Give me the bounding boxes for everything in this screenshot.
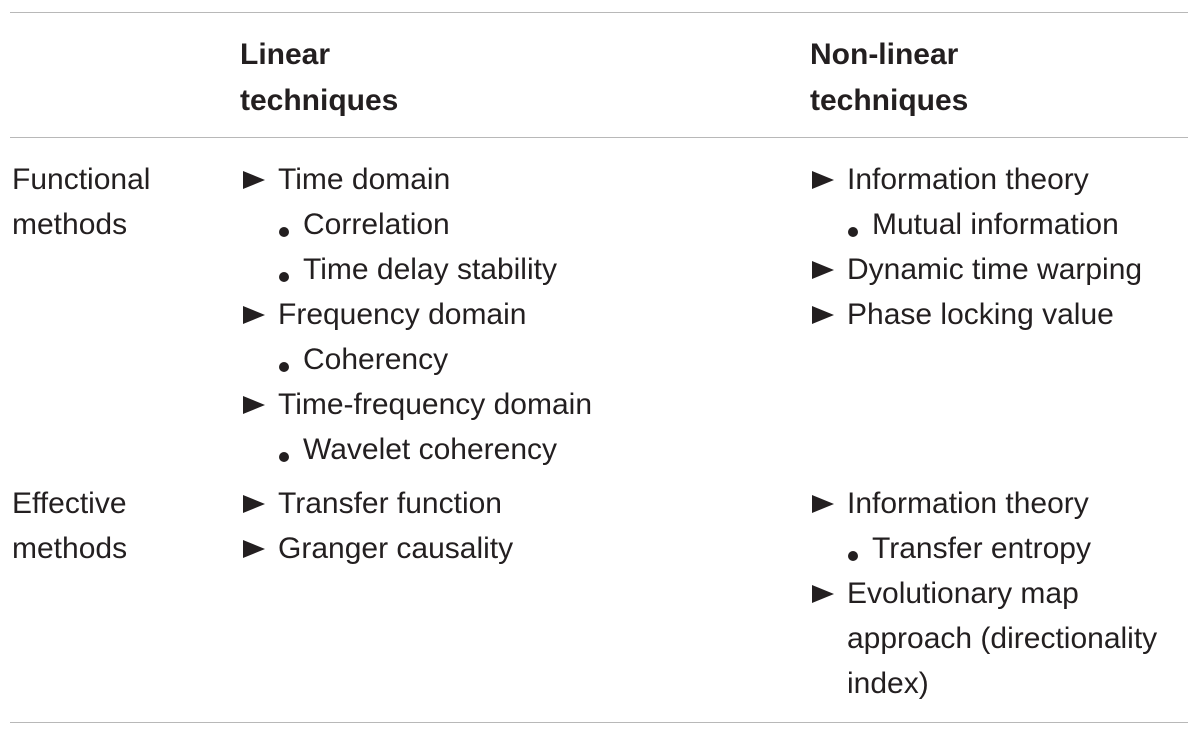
list-item bbox=[243, 382, 592, 427]
right-pointer-icon bbox=[243, 495, 265, 513]
right-pointer-icon bbox=[812, 585, 834, 603]
cell-functional-nonlinear bbox=[812, 157, 1142, 337]
header-nonlinear bbox=[810, 32, 968, 124]
list-item bbox=[243, 157, 592, 202]
item-text: Transfer function bbox=[278, 487, 502, 520]
row-label-line: Functional bbox=[12, 163, 151, 196]
list-item bbox=[243, 337, 592, 382]
right-pointer-icon bbox=[812, 495, 834, 513]
bullet-icon bbox=[848, 551, 858, 561]
bullet-icon bbox=[279, 452, 289, 462]
cell-effective-linear bbox=[243, 481, 513, 571]
item-text: Information theory bbox=[847, 487, 1089, 520]
right-pointer-icon bbox=[243, 171, 265, 189]
item-text: Frequency domain bbox=[278, 298, 527, 331]
list-item bbox=[243, 292, 592, 337]
list-item-continuation: approach (directionality bbox=[847, 622, 1158, 655]
item-text: Information theory bbox=[847, 163, 1089, 196]
item-text: Phase locking value bbox=[847, 298, 1114, 331]
row-label-effective bbox=[12, 481, 127, 571]
item-text: Granger causality bbox=[278, 532, 514, 565]
cell-effective-nonlinear bbox=[812, 481, 1157, 706]
list-item-continuation: index) bbox=[847, 667, 929, 700]
list-item bbox=[812, 202, 1142, 247]
header-linear bbox=[240, 32, 398, 124]
list-item bbox=[243, 247, 592, 292]
list-item bbox=[243, 427, 592, 472]
right-pointer-icon bbox=[243, 306, 265, 324]
cell-functional-linear bbox=[243, 157, 592, 472]
item-text: Coherency bbox=[303, 343, 449, 376]
list-item bbox=[243, 202, 592, 247]
item-text: Time delay stability bbox=[303, 253, 557, 286]
right-pointer-icon bbox=[243, 396, 265, 414]
row-label-line: methods bbox=[12, 532, 128, 565]
item-text: Correlation bbox=[303, 208, 450, 241]
bullet-icon bbox=[848, 227, 858, 237]
list-item bbox=[812, 247, 1142, 292]
list-item bbox=[812, 481, 1157, 526]
bottom-rule bbox=[10, 722, 1188, 723]
item-text: Time-frequency domain bbox=[278, 388, 593, 421]
list-item bbox=[243, 526, 513, 571]
bullet-icon bbox=[279, 227, 289, 237]
item-text: Transfer entropy bbox=[872, 532, 1091, 565]
item-text: Time domain bbox=[278, 163, 451, 196]
item-text: Evolutionary map bbox=[847, 577, 1079, 610]
header-linear-line1: Linear bbox=[240, 38, 331, 71]
item-text: Dynamic time warping bbox=[847, 253, 1143, 286]
row-label-line: Effective bbox=[12, 487, 127, 520]
item-text: Wavelet coherency bbox=[303, 433, 558, 466]
right-pointer-icon bbox=[812, 306, 834, 324]
header-nonlinear-line2: techniques bbox=[810, 84, 969, 117]
row-label-line: methods bbox=[12, 208, 128, 241]
bullet-icon bbox=[279, 272, 289, 282]
list-item bbox=[812, 292, 1142, 337]
item-text: Mutual information bbox=[872, 208, 1119, 241]
right-pointer-icon bbox=[243, 540, 265, 558]
list-item bbox=[812, 157, 1142, 202]
header-nonlinear-line1: Non-linear bbox=[810, 38, 959, 71]
right-pointer-icon bbox=[812, 171, 834, 189]
header-rule bbox=[10, 137, 1188, 138]
list-item bbox=[812, 526, 1157, 571]
bullet-icon bbox=[279, 362, 289, 372]
row-label-functional bbox=[12, 157, 150, 247]
list-item bbox=[812, 571, 1157, 616]
header-linear-line2: techniques bbox=[240, 84, 399, 117]
right-pointer-icon bbox=[812, 261, 834, 279]
list-item bbox=[243, 481, 513, 526]
top-rule bbox=[10, 12, 1188, 13]
